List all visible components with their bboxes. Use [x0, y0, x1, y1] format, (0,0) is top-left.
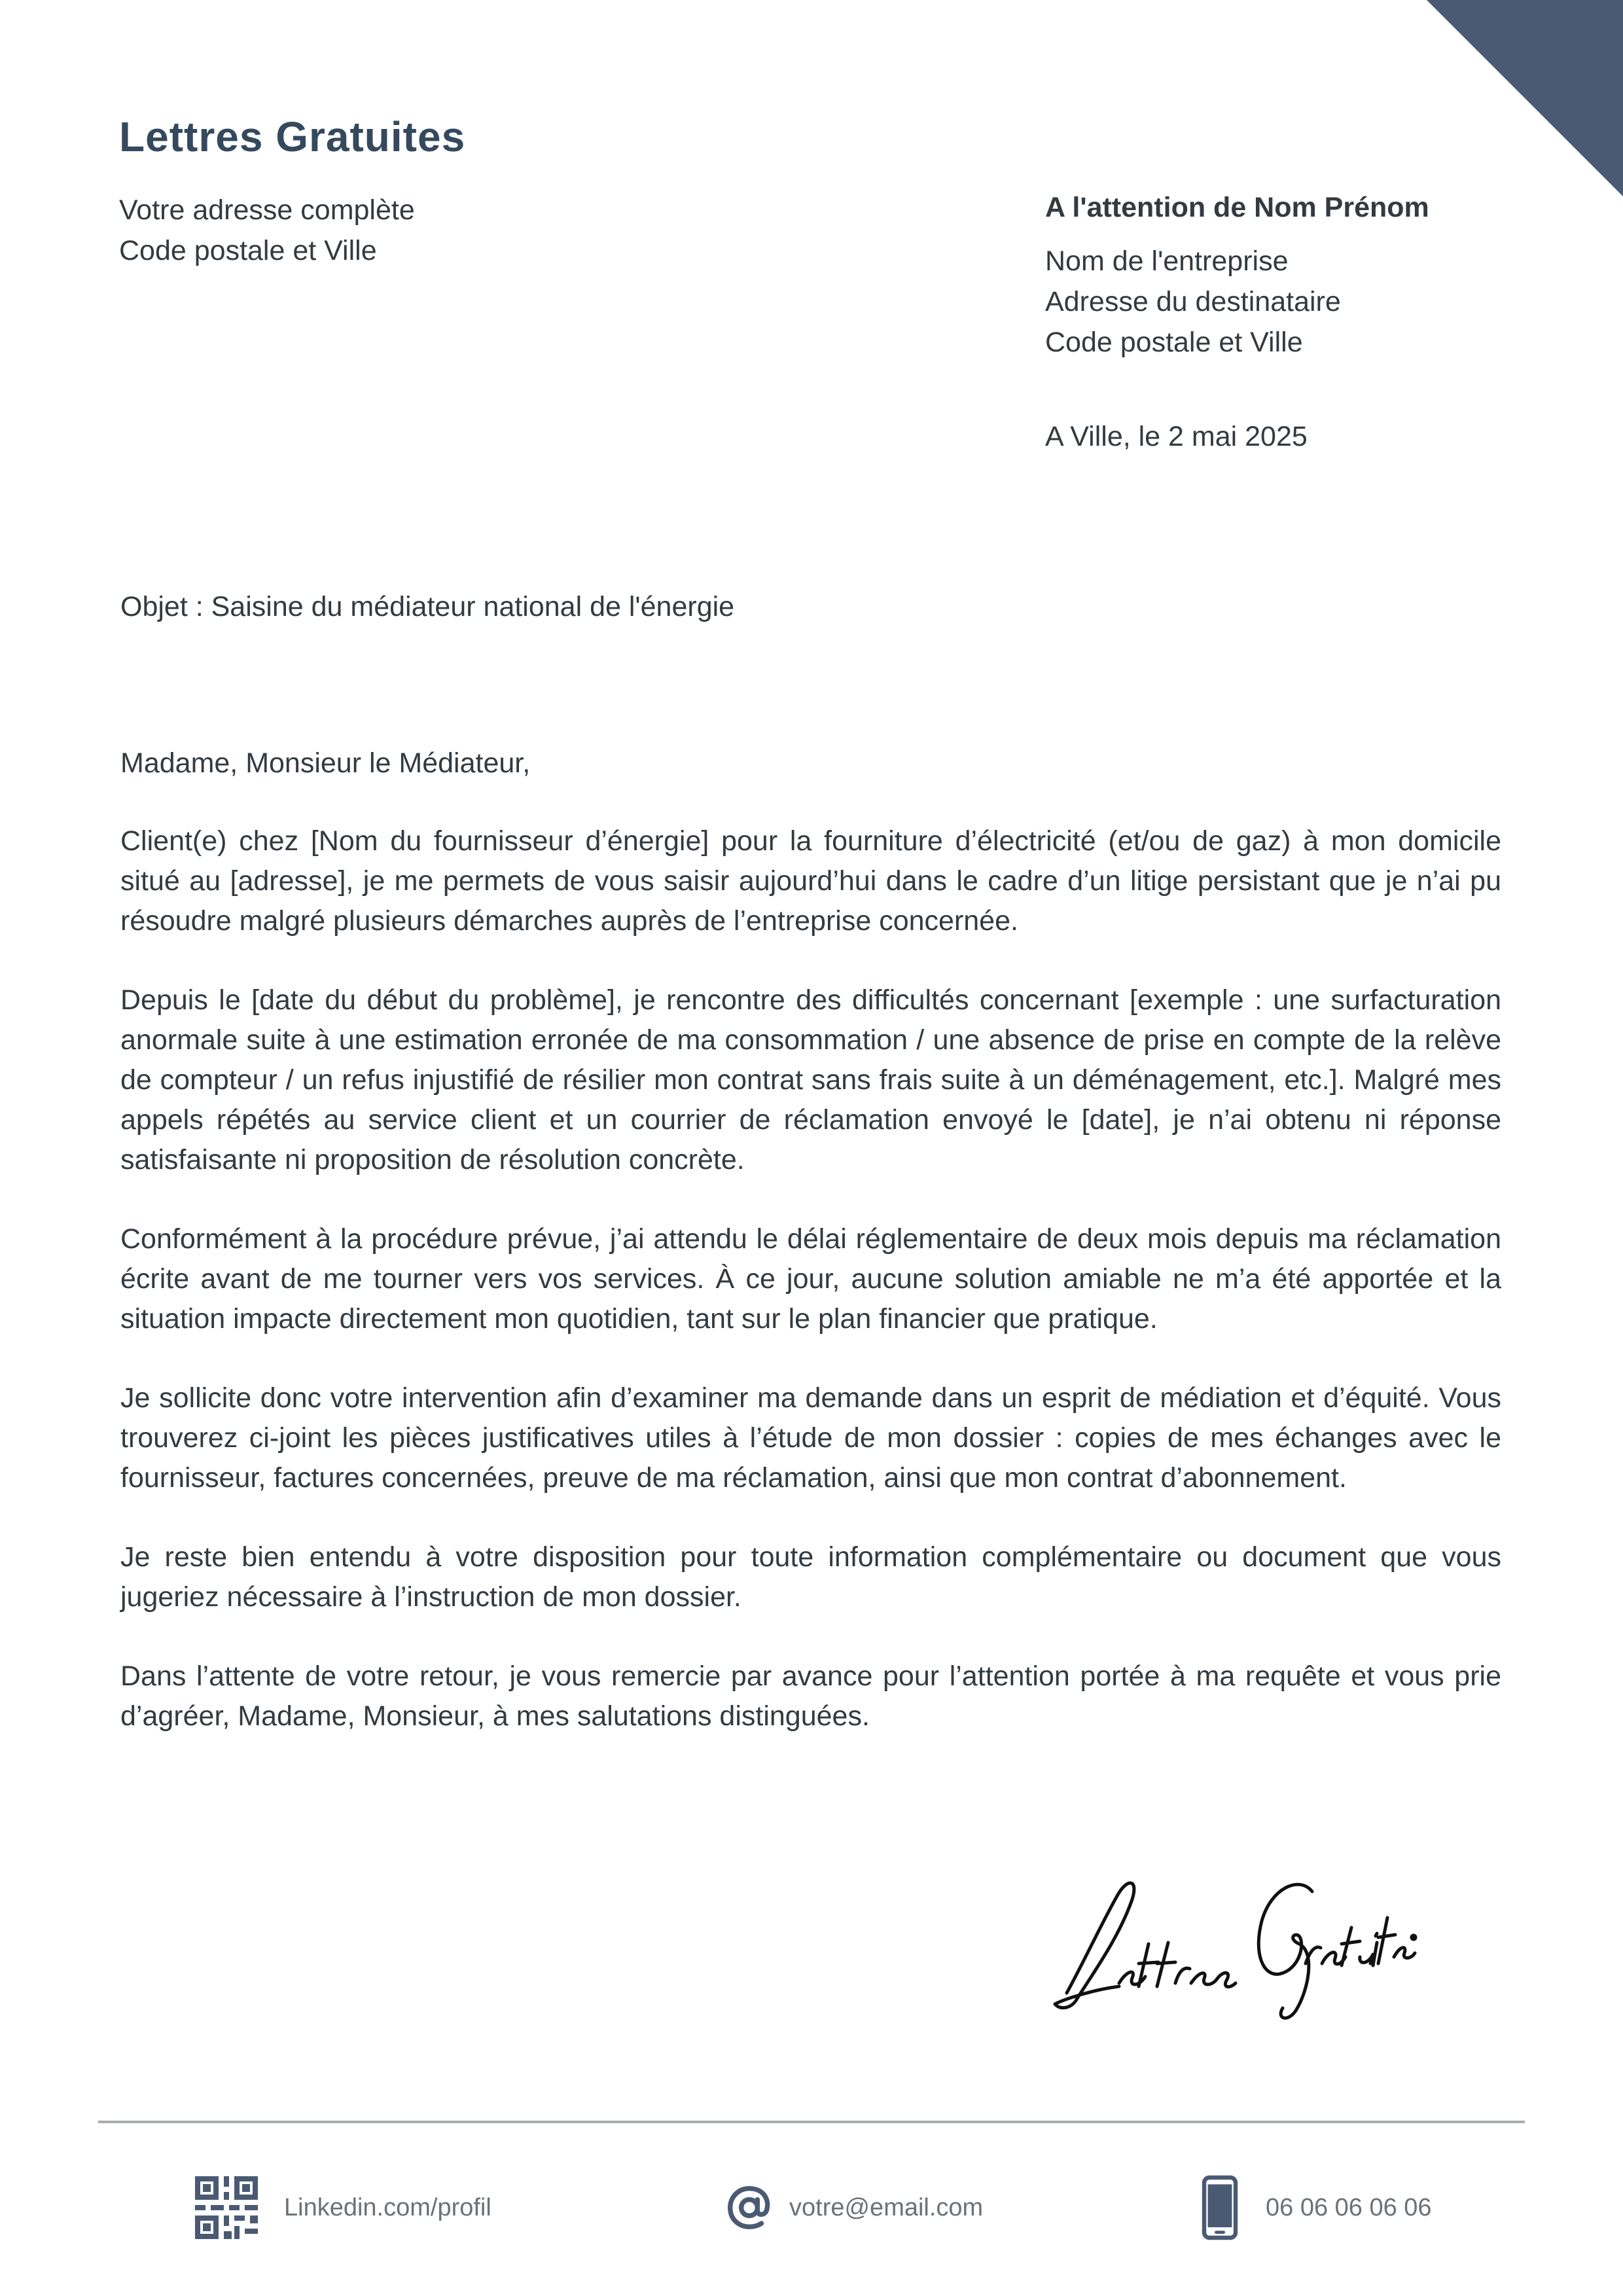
footer-phone[interactable] — [1202, 2172, 1432, 2244]
handwritten-signature — [1041, 1859, 1420, 2029]
phone-text: 06 06 06 06 06 — [1266, 2193, 1432, 2221]
sender-address — [119, 190, 415, 271]
letter-subject: Objet : Saisine du médiateur national de l'énergie — [120, 591, 735, 622]
recipient-address: Adresse du destinataire — [1045, 286, 1341, 317]
at-sign-icon — [725, 2183, 774, 2232]
footer-linkedin[interactable] — [195, 2172, 491, 2244]
smartphone-icon — [1202, 2175, 1238, 2240]
linkedin-text: Linkedin.com/profil — [284, 2193, 491, 2221]
letter-paragraph: Je reste bien entendu à votre disposition pour toute information complémentaire ou document que vous jugeriez nécessaire à l’instruction de mon dossier. — [120, 1541, 1501, 1613]
brand-title: Lettres Gratuites — [119, 113, 466, 160]
email-text: votre@email.com — [789, 2193, 984, 2221]
corner-triangle-decoration — [1427, 0, 1623, 196]
footer-divider — [98, 2121, 1525, 2123]
recipient-block — [1045, 187, 1543, 457]
letter-paragraph: Dans l’attente de votre retour, je vous remercie par avance pour l’attention portée à ma requête et vous prie d’agréer, Madame, Monsieur, à mes salutations distinguées. — [120, 1660, 1501, 1732]
sender-city-line: Code postale et Ville — [119, 235, 377, 266]
letter-paragraph: Client(e) chez [Nom du fournisseur d’énergie] pour la fourniture d’électricité (et/ou de gaz) à mon domicile situé au [adresse], je me permets de vous saisir aujourd’hui dans le cadre d’un litige persistant que je n’ai pu résoudre malgré plusieurs démarches auprès de l’entreprise concernée. — [120, 825, 1501, 937]
recipient-city: Code postale et Ville — [1045, 327, 1303, 358]
letter-greeting: Madame, Monsieur le Médiateur, — [120, 747, 531, 779]
footer-email[interactable] — [725, 2172, 983, 2244]
letter-paragraph: Conformément à la procédure prévue, j’ai attendu le délai réglementaire de deux mois depuis ma réclamation écrite avant de me tourner vers vos services. À ce jour, aucune solution amiable ne m’a été apportée et la situation impacte directement mon quotidien, tant sur le plan financier que pratique. — [120, 1223, 1501, 1335]
qr-code-icon — [195, 2176, 258, 2239]
letter-date: A Ville, le 2 mai 2025 — [1045, 421, 1308, 452]
letter-paragraph: Je sollicite donc votre intervention afin d’examiner ma demande dans un esprit de médiation et d’équité. Vous trouverez ci-joint les pièces justificatives utiles à l’étude de mon dossier : copies de mes échanges avec le fournisseur, factures concernées, preuve de ma réclamation, ainsi que mon contrat d’abonnement. — [120, 1382, 1501, 1494]
sender-address-line: Votre adresse complète — [119, 194, 415, 226]
letter-body — [120, 744, 1501, 1776]
recipient-company: Nom de l'entreprise — [1045, 245, 1289, 277]
letter-paragraph: Depuis le [date du début du problème], je rencontre des difficultés concernant [exemple : une surfacturation anormale suite à une estimation erronée de ma consommation / une absence de prise en compte de la relève de compteur / un refus injustifié de résilier mon contrat sans frais suite à un déménagement, etc.]. Malgré mes appels répétés au service client et un courrier de réclamation envoyé le [date], je n’ai obtenu ni réponse satisfaisante ni proposition de résolution concrète. — [120, 984, 1501, 1175]
recipient-attention: A l'attention de Nom Prénom — [1045, 192, 1429, 223]
